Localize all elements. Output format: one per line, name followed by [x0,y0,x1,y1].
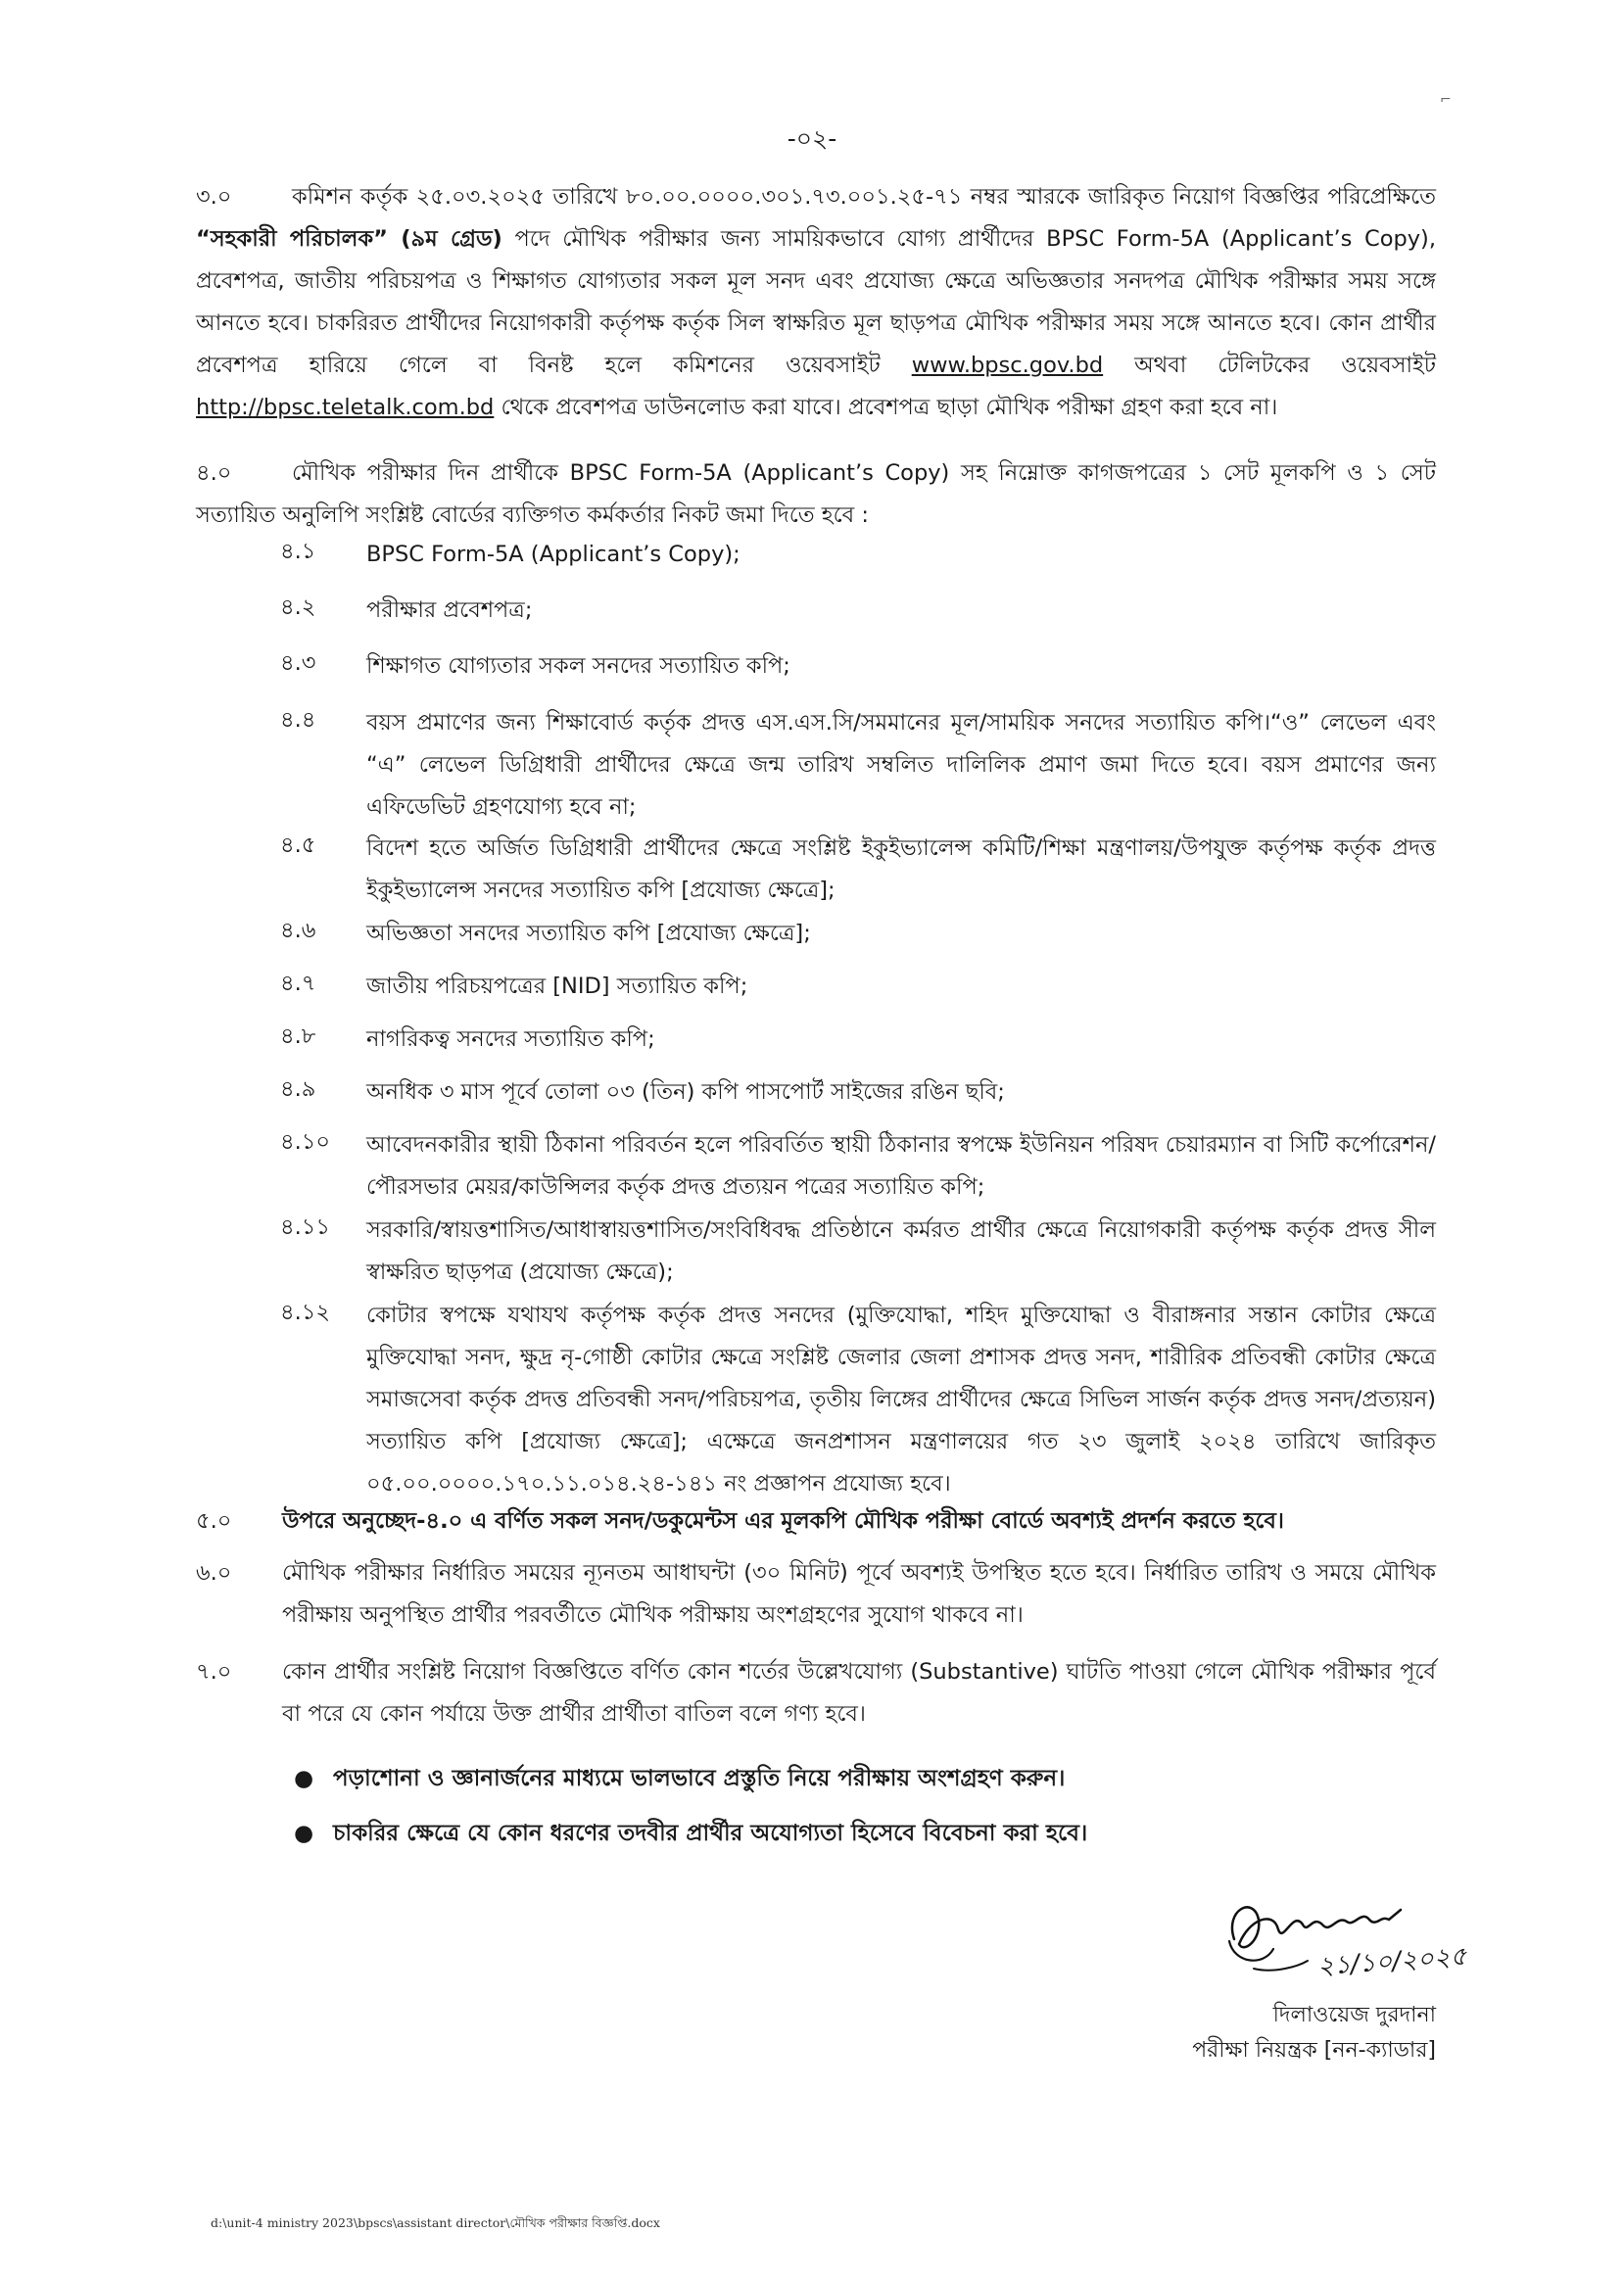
item-number: ৪.১২ [280,1300,330,1325]
item-number: ৪.৩ [280,650,316,676]
section-number: ৭.০ [196,1659,232,1685]
text-run: পদে মৌখিক পরীক্ষার জন্য সাময়িকভাবে যোগ্য প্রার্থীদের BPSC Form-5A (Applicant’s Copy), প্রবেশপত্র, জাতীয় পরিচয়পত্র ও শিক্ষাগত যোগ্যতার সকল মূল সনদ এবং প্রযোজ্য ক্ষেত্রে অভিজ্ঞতার সনদপত্র মৌখিক পরীক্ষার সময় সঙ্গে আনতে হবে। চাকরিরত প্রার্থীদের নিয়োগকারী কর্তৃপক্ষ কর্তৃক সিল স্বাক্ষরিত মূল ছাড়পত্র মৌখিক পরীক্ষার সময় সঙ্গে আনতে হবে। কোন প্রার্থীর প্রবেশপত্র হারিয়ে গেলে বা বিনষ্ট হলে কমিশনের ওয়েবসাইট [196,226,1436,378]
item-number: ৪.৭ [280,971,316,996]
section-text: মৌখিক পরীক্ষার নির্ধারিত সময়ের ন্যূনতম আধাঘন্টা (৩০ মিনিট) পূর্বে অবশ্যই উপস্থিত হতে হবে। নির্ধারিত তারিখ ও সময়ে মৌখিক পরীক্ষায় অনুপস্থিত প্রার্থীর পরবর্তীতে মৌখিক পরীক্ষায় অংশগ্রহণের সুযোগ থাকবে না। [282,1560,1436,1628]
signatory [1192,1998,1436,2068]
list-item [294,1751,1420,1806]
section-3 [196,176,1436,429]
section-number: ৫.০ [196,1508,232,1534]
bullet-icon: ● [294,1766,314,1791]
page-number: -০২- [787,124,837,153]
list-item [294,1806,1420,1861]
item-text: বিদেশ হতে অর্জিত ডিগ্রিধারী প্রার্থীদের ক্ষেত্রে সংশ্লিষ্ট ইকুইভ্যালেন্স কমিটি/শিক্ষা মন্ত্রণালয়/উপযুক্ত কর্তৃপক্ষ কর্তৃক প্রদত্ত ইকুইভ্যালেন্স সনদের সত্যায়িত কপি [প্রযোজ্য ক্ষেত্রে]; [366,835,1436,903]
bullet-text: পড়াশোনা ও জ্ঞানার্জনের মাধ্যমে ভালভাবে প্রস্তুতি নিয়ে পরীক্ষায় অংশগ্রহণ করুন। [333,1766,1066,1791]
scan-speck-icon: ⌐ [1440,92,1452,108]
teletalk-website-link[interactable]: http://bpsc.teletalk.com.bd [196,395,495,420]
bullet-icon: ● [294,1821,314,1846]
item-number: ৪.৮ [280,1023,316,1049]
list-item [280,645,1436,688]
item-text: BPSC Form-5A (Applicant’s Copy); [366,542,740,567]
item-text: নাগরিকত্ব সনদের সত্যায়িত কপি; [366,1026,655,1052]
signature-block [1215,1880,1469,1988]
item-number: ৪.২ [280,594,316,620]
text-run: অথবা টেলিটকের ওয়েবসাইট [1103,353,1436,378]
item-number: ৪.১১ [280,1214,330,1240]
signature-date: ২১/১০/২০২৫ [1316,1941,1468,1982]
signatory-designation: পরীক্ষা নিয়ন্ত্রক [নন-ক্যাডার] [1192,2038,1436,2063]
file-path-footer: d:\unit-4 ministry 2023\bpscs\assistant director\মৌখিক পরীক্ষার বিজ্ঞপ্তি.docx [211,2215,660,2230]
list-item [280,966,1436,1008]
section-text: কোন প্রার্থীর সংশ্লিষ্ট নিয়োগ বিজ্ঞপ্তিতে বর্ণিত কোন শর্তের উল্লেখযোগ্য (Substantive) ঘাটতি পাওয়া গেলে মৌখিক পরীক্ষার পূর্বে বা পরে যে কোন পর্যায়ে উক্ত প্রার্থীর প্রার্থীতা বাতিল বলে গণ্য হবে। [282,1659,1436,1727]
section-text: উপরে অনুচ্ছেদ-৪.০ এ বর্ণিত সকল সনদ/ডকুমেন্টস এর মূলকপি মৌখিক পরীক্ষা বোর্ডে অবশ্যই প্রদর্শন করতে হবে। [282,1508,1284,1534]
item-number: ৪.৪ [280,707,316,733]
signatory-name: দিলাওয়েজ দুরদানা [1272,2003,1436,2027]
notice-bullets [294,1751,1420,1861]
section-number: ৪.০ [196,460,232,486]
list-item [280,1071,1436,1114]
list-item [280,1124,1436,1209]
item-text: অনধিক ৩ মাস পূর্বে তোলা ০৩ (তিন) কপি পাসপোর্ট সাইজের রঙিন ছবি; [366,1079,1005,1105]
bullet-text: চাকরির ক্ষেত্রে যে কোন ধরণের তদবীর প্রার্থীর অযোগ্যতা হিসেবে বিবেচনা করা হবে। [333,1821,1088,1846]
item-text: শিক্ষাগত যোগ্যতার সকল সনদের সত্যায়িত কপি; [366,653,790,679]
item-text: জাতীয় পরিচয়পত্রের [NID] সত্যায়িত কপি; [366,974,748,999]
section-6 [196,1552,1436,1637]
list-item [280,828,1436,912]
list-item [280,702,1436,829]
list-item [280,913,1436,955]
item-text: অভিজ্ঞতা সনদের সত্যায়িত কপি [প্রযোজ্য ক্ষেত্রে]; [366,921,811,946]
text-run: থেকে প্রবেশপত্র ডাউনলোড করা যাবে। প্রবেশপত্র ছাড়া মৌখিক পরীক্ষা গ্রহণ করা হবে না। [494,395,1278,420]
item-number: ৪.৯ [280,1076,316,1102]
section-text: মৌখিক পরীক্ষার দিন প্রার্থীকে BPSC Form-5A (Applicant’s Copy) সহ নিম্নোক্ত কাগজপত্রের ১ সেট মূলকপি ও ১ সেট সত্যায়িত অনুলিপি সংশ্লিষ্ট বোর্ডের ব্যক্তিগত কর্মকর্তার নিকট জমা দিতে হবে : [196,460,1436,528]
list-item [280,1295,1436,1505]
list-item [280,590,1436,632]
section-number: ৬.০ [196,1560,232,1586]
section-4 [196,452,1436,537]
item-number: ৪.৬ [280,918,316,943]
bpsc-website-link[interactable]: www.bpsc.gov.bd [911,353,1104,378]
list-item [280,1019,1436,1061]
item-text: কোটার স্বপক্ষে যথাযথ কর্তৃপক্ষ কর্তৃক প্রদত্ত সনদের (মুক্তিযোদ্ধা, শহিদ মুক্তিযোদ্ধা ও বীরাঙ্গনার সন্তান কোটার ক্ষেত্রে মুক্তিযোদ্ধা সনদ, ক্ষুদ্র নৃ-গোষ্ঠী কোটার ক্ষেত্রে সংশ্লিষ্ট জেলার জেলা প্রশাসক প্রদত্ত সনদ, শারীরিক প্রতিবন্ধী কোটার ক্ষেত্রে সমাজসেবা কর্তৃক প্রদত্ত প্রতিবন্ধী সনদ/পরিচয়পত্র, তৃতীয় লিঙ্গের প্রার্থীদের ক্ষেত্রে সিভিল সার্জন কর্তৃক প্রদত্ত সনদ/প্রত্যয়ন) সত্যায়িত কপি [প্রযোজ্য ক্ষেত্রে]; এক্ষেত্রে জনপ্রশাসন মন্ত্রণালয়ের গত ২৩ জুলাই ২০২৪ তারিখে জারিকৃত ০৫.০০.০০০০.১৭০.১১.০১৪.২৪-১৪১ নং প্রজ্ঞাপন প্রযোজ্য হবে। [366,1303,1436,1497]
section-text [196,176,1436,429]
item-text: সরকারি/স্বায়ত্তশাসিত/আধাস্বায়ত্তশাসিত/সংবিধিবদ্ধ প্রতিষ্ঠানে কর্মরত প্রার্থীর ক্ষেত্রে নিয়োগকারী কর্তৃপক্ষ কর্তৃক প্রদত্ত সীল স্বাক্ষরিত ছাড়পত্র (প্রযোজ্য ক্ষেত্রে); [366,1217,1436,1285]
section-7 [196,1651,1436,1735]
item-text: বয়স প্রমাণের জন্য শিক্ষাবোর্ড কর্তৃক প্রদত্ত এস.এস.সি/সমমানের মূল/সাময়িক সনদের সত্যায়িত কপি।“ও” লেভেল এবং “এ” লেভেল ডিগ্রিধারী প্রার্থীদের ক্ষেত্রে জন্ম তারিখ সম্বলিত দালিলিক প্রমাণ জমা দিতে হবে। বয়স প্রমাণের জন্য এফিডেভিট গ্রহণযোগ্য হবে না; [366,710,1436,820]
item-number: ৪.৫ [280,832,316,858]
item-number: ৪.১ [280,539,316,564]
item-text: আবেদনকারীর স্থায়ী ঠিকানা পরিবর্তন হলে পরিবর্তিত স্থায়ী ঠিকানার স্বপক্ষে ইউনিয়ন পরিষদ চেয়ারম্যান বা সিটি কর্পোরেশন/পৌরসভার মেয়র/কাউন্সিলর কর্তৃক প্রদত্ত প্রত্যয়ন পত্রের সত্যায়িত কপি; [366,1132,1436,1200]
list-item [280,1210,1436,1294]
item-text: পরীক্ষার প্রবেশপত্র; [366,597,533,623]
post-title: “সহকারী পরিচালক” (৯ম গ্রেড) [196,226,502,252]
item-number: ৪.১০ [280,1129,330,1155]
section-number: ৩.০ [196,184,232,210]
list-item [280,534,1436,576]
section-5 [196,1500,1436,1543]
text-run: কমিশন কর্তৃক ২৫.০৩.২০২৫ তারিখে ৮০.০০.০০০০.৩০১.৭৩.০০১.২৫-৭১ নম্বর স্মারকে জারিকৃত নিয়োগ বিজ্ঞপ্তির পরিপ্রেক্ষিতে [292,184,1436,210]
